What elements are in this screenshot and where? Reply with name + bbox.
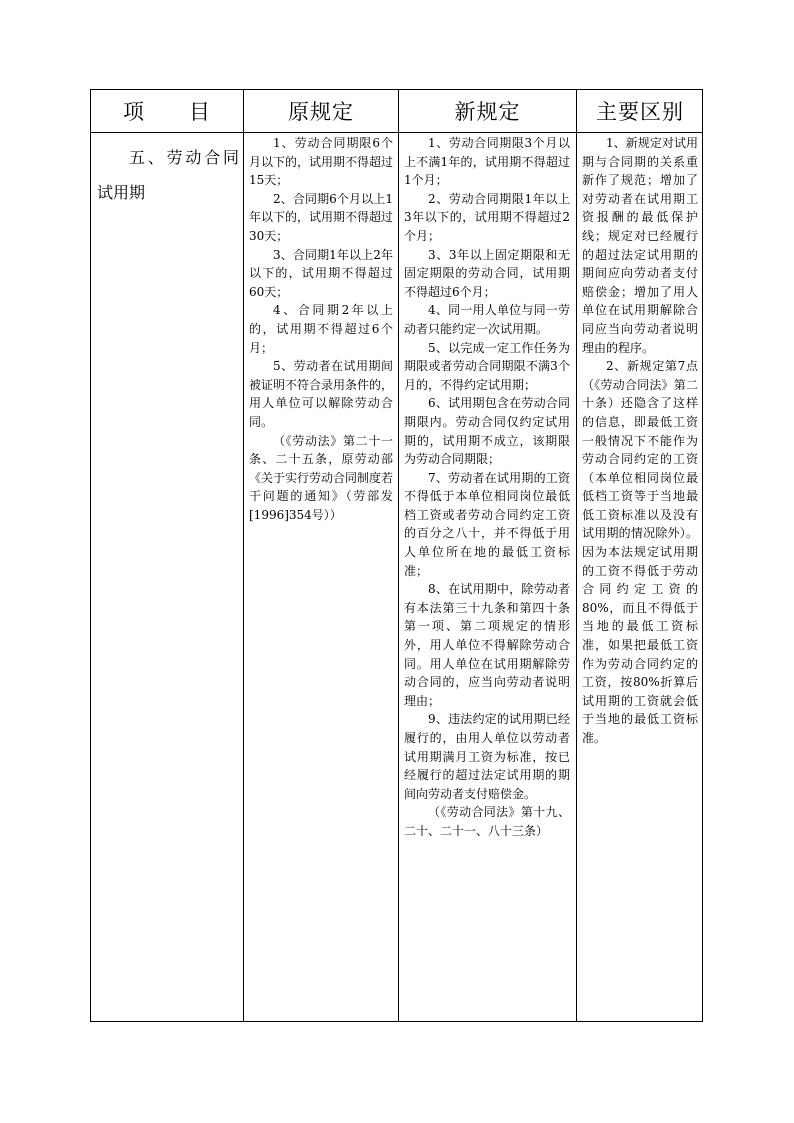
header-new: 新规定 (454, 100, 521, 124)
new-cell (404, 134, 570, 841)
new-item: 5、以完成一定工作任务为期限或者劳动合同期限不满3个月的，不得约定试用期； (404, 340, 570, 392)
column-divider (243, 90, 244, 1021)
original-item: 5、劳动者在试用期间被证明不符合录用条件的，用人单位可以解除劳动合同。 (249, 359, 394, 429)
new-item: 8、在试用期中，除劳动者有本法第三十九条和第四十条第一项、第二项规定的情形外，用人单位不得解除劳动合同。用人单位在试用期解除劳动合同的，应当向劳动者说明理由； (404, 582, 570, 708)
header-difference: 主要区别 (596, 100, 684, 124)
new-item: 3、3年以上固定期限和无固定期限的劳动合同，试用期不得超过6个月； (404, 247, 570, 299)
new-item: 1、劳动合同期限3个月以上不满1年的，试用期不得超过1个月； (404, 136, 570, 188)
comparison-table (90, 89, 703, 1022)
original-item: 4、合同期2年以上的，试用期不得超过6个月； (249, 303, 393, 355)
header-item: 项 目 (123, 100, 211, 124)
original-citation: （《劳动法》第二十一条、二十五条，原劳动部《关于实行劳动合同制度若干问题的通知》（劳部发[1996]354号）） (249, 433, 394, 522)
original-item: 1、劳动合同期限6个月以下的，试用期不得超过15天； (249, 136, 394, 188)
new-item: 9、违法约定的试用期已经履行的，由用人单位以劳动者试用期满月工资为标准，按已经履行的超过法定试用期的期间向劳动者支付赔偿金。 (404, 712, 570, 801)
header-divider (91, 132, 702, 133)
difference-cell (582, 134, 698, 748)
new-citation: （《劳动合同法》第十九、二十、二十一、八十三条） (404, 805, 570, 838)
item-cell (97, 140, 239, 210)
difference-item: 2、新规定第7点（《劳动合同法》第二十条）还隐含了这样的信息，即最低工资一般情况下不能作为劳动合同约定的工资（本单位相同岗位最低档工资等于当地最低工资标准以及没有试用期的情况除外）。因为本法规定试用期的工资不得低于劳动合同约定工资的80%，而且不得低于当地的最低工资标准，如果把最低工资作为劳动合同约定的工资，按80%折算后试用期的工资就会低于当地的最低工资标准。 (582, 359, 698, 745)
column-divider (576, 90, 577, 1021)
new-item: 4、同一用人单位与同一劳动者只能约定一次试用期。 (404, 303, 570, 336)
item-label: 五、劳动合同试用期 (97, 148, 239, 202)
column-divider (398, 90, 399, 1021)
original-item: 2、合同期6个月以上1年以下的，试用期不得超过30天； (249, 191, 394, 243)
new-item: 7、劳动者在试用期的工资不得低于本单位相同岗位最低档工资或者劳动合同约定工资的百分之八十，并不得低于用人单位所在地的最低工资标准； (404, 470, 570, 578)
new-item: 2、劳动合同期限1年以上3年以下的，试用期不得超过2个月； (404, 191, 570, 243)
header-original: 原规定 (288, 100, 354, 124)
original-cell (249, 134, 393, 524)
original-item: 3、合同期1年以上2年以下的，试用期不得超过60天； (249, 247, 393, 299)
difference-item: 1、新规定对试用期与合同期的关系重新作了规范；增加了对劳动者在试用期工资报酬的最低保护线；规定对已经履行的超过法定试用期的期间应向劳动者支付赔偿金；增加了用人单位在试用期解除合同应当向劳动者说明理由的程序。 (582, 136, 698, 355)
new-item: 6、试用期包含在劳动合同期限内。劳动合同仅约定试用期的，试用期不成立，该期限为劳动合同期限； (404, 396, 570, 467)
